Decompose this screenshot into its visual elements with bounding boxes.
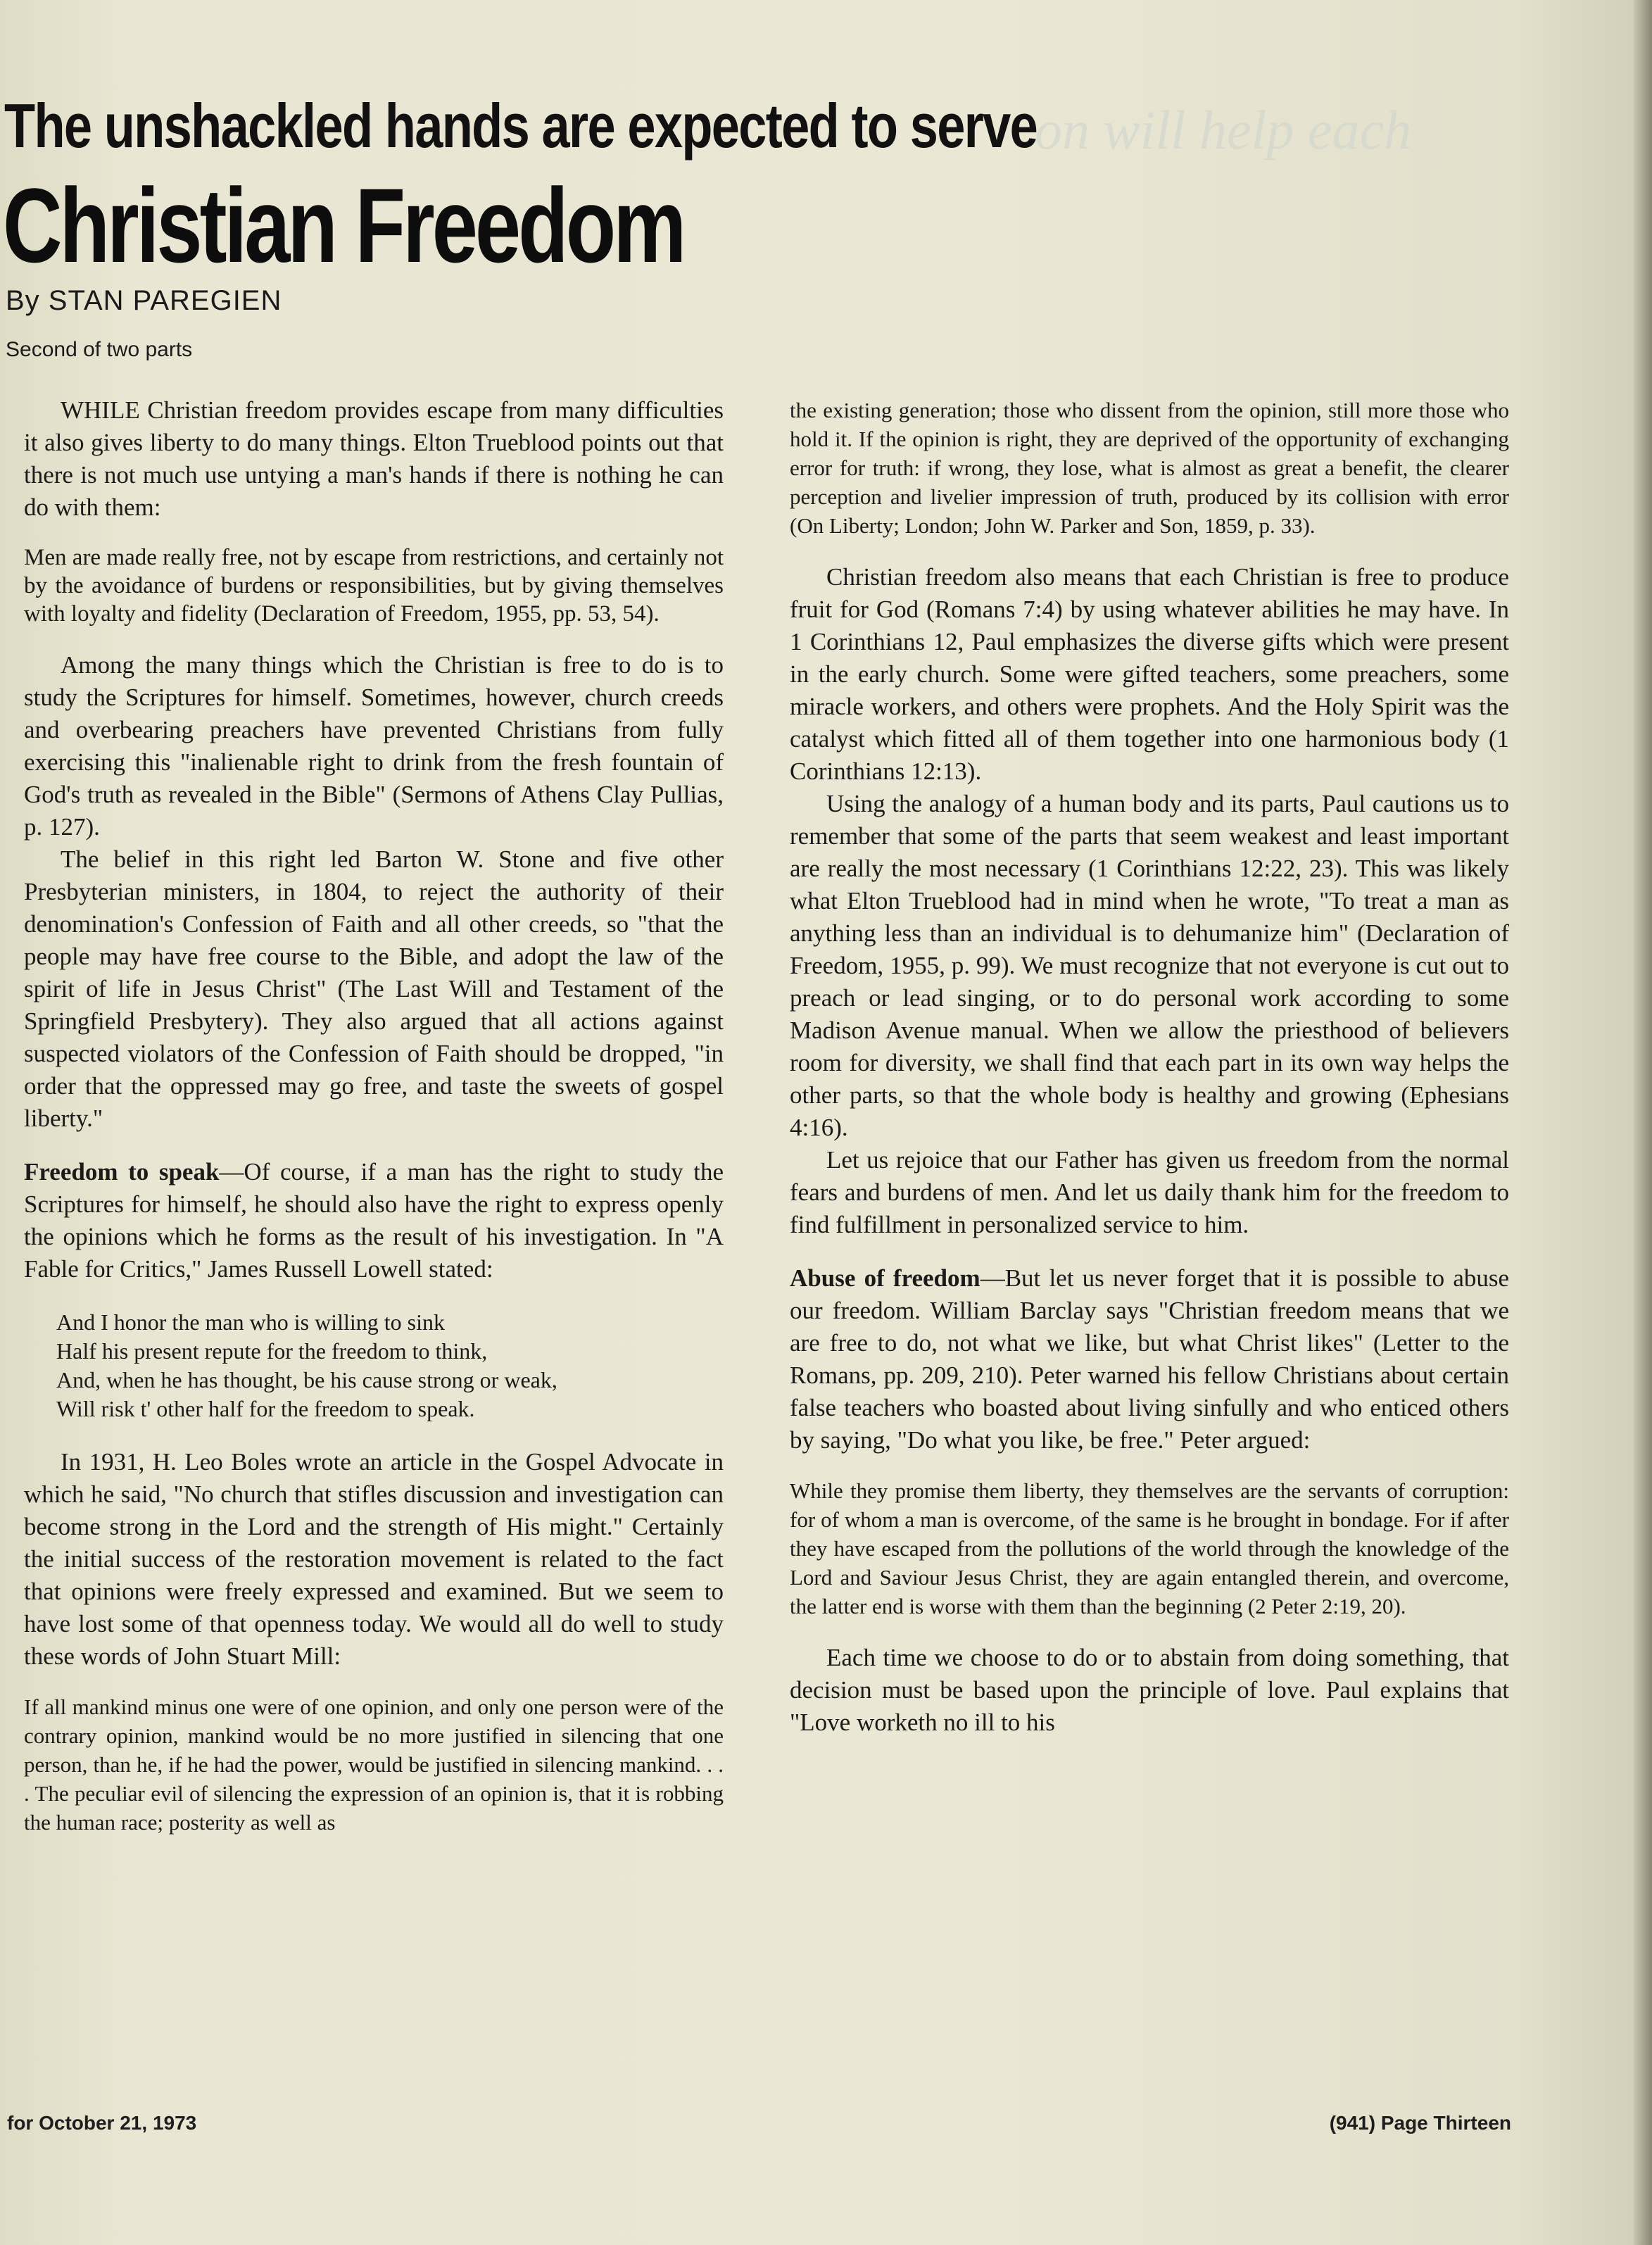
paragraph-with-runhead bbox=[790, 1262, 1509, 1457]
paragraph: Among the many things which the Christian is free to do is to study the Scriptures for himself. Sometimes, however, church creeds and overbearing preachers have prevented Christians from fully exercising this "inalienable right to drink from the fresh fountain of God's truth as revealed in the Bible" (Sermons of Athens Clay Pullias, p. 127). bbox=[24, 651, 724, 841]
block-quote: Men are made really free, not by escape from restrictions, and certainly not by the avoidance of burdens or responsibilities, but by giving themselves with loyalty and fidelity (Declaration of Freedom, 1955, pp. 53, 54). bbox=[24, 545, 724, 627]
page-edge-shadow bbox=[1634, 0, 1652, 2245]
paragraph-with-runhead bbox=[24, 1156, 724, 1285]
poem-line: And, when he has thought, be his cause strong or weak, bbox=[56, 1367, 557, 1392]
issue-date-footer: for October 21, 1973 bbox=[7, 2112, 197, 2134]
paragraph-text: —But let us never forget that it is possible to abuse our freedom. William Barclay says "Christian freedom means that we are free to do, not what we like, but what Christ likes" (Letter to the Romans, pp. 209, 210). Peter warned his fellow Christians about certain false teachers who boasted about living sinfully and who enticed others by saying, "Do what you like, be free." Peter argued: bbox=[790, 1264, 1510, 1454]
poem-line: Half his present repute for the freedom to think, bbox=[56, 1338, 488, 1364]
block-quote: While they promise them liberty, they themselves are the servants of corruption: for of whom a man is overcome, of the same is he brought in bondage. For if after they have escaped from the pollutions of the world through the knowledge of the Lord and Saviour Jesus Christ, they are again entangled therein, and overcome, the latter end is worse with them than the beginning (2 Peter 2:19, 20). bbox=[790, 1478, 1509, 1618]
paragraph: Let us rejoice that our Father has given us freedom from the normal fears and burdens of men. And let us daily thank him for the freedom to find fulfillment in personalized service to him. bbox=[790, 1146, 1509, 1238]
right-column bbox=[790, 396, 1509, 1739]
paragraph: Christian freedom also means that each Christian is free to produce fruit for God (Romans 7:4) by using whatever abilities he may have. In 1 Corinthians 12, Paul emphasizes the diverse gifts which were present in the early church. Some were gifted teachers, some preachers, some miracle workers, and others were prophets. And the Holy Spirit was the catalyst which fitted all of them together into one harmonious body (1 Corinthians 12:13). bbox=[790, 563, 1509, 785]
block-quote: If all mankind minus one were of one opinion, and only one person were of the contrary opinion, mankind would be no more justified in silencing that one person, than he, if he had the power, would be justified in silencing mankind. . . . The peculiar evil of silencing the expression of an opinion is, that it is robbing the human race; posterity as well as bbox=[24, 1694, 724, 1835]
run-in-head: Abuse of freedom bbox=[790, 1264, 981, 1292]
poem-line: Will risk t' other half for the freedom to speak. bbox=[56, 1396, 475, 1421]
series-part-label: Second of two parts bbox=[6, 338, 193, 361]
paragraph: In 1931, H. Leo Boles wrote an article in the Gospel Advocate in which he said, "No church that stifles discussion and investigation can become strong in the Lord and the strength of His might." Certainly the initial success of the restoration movement is related to the fact that opinions were freely expressed and examined. But we seem to have lost some of that openness today. We would all do well to study these words of John Stuart Mill: bbox=[24, 1448, 724, 1670]
paragraph: Using the analogy of a human body and its parts, Paul cautions us to remember that some of the parts that seem weakest and least important are really the most necessary (1 Corinthians 12:22, 23). This was likely what Elton Trueblood had in mind when he wrote, "To treat a man as anything less than an individual is to dehumanize him" (Declaration of Freedom, 1955, p. 99). We must recognize that not everyone is cut out to preach or lead singing, or to do personal work according to some Madison Avenue manual. When we allow the priesthood of believers room for diversity, we shall find that each part in its own way helps the other parts, so that the whole body is healthy and growing (Ephesians 4:16). bbox=[790, 790, 1509, 1141]
left-column bbox=[24, 394, 724, 1858]
poem-quote bbox=[56, 1308, 724, 1423]
paragraph: Each time we choose to do or to abstain from doing something, that decision must be based upon the principle of love. Paul explains that "Love worketh no ill to his bbox=[790, 1644, 1509, 1736]
article-title: Christian Freedom bbox=[3, 166, 684, 284]
paragraph-text: —Of course, if a man has the right to study the Scriptures for himself, he should also have the right to express openly the opinions which he forms as the result of his investigation. In "A Fable for Critics," James Russell Lowell stated: bbox=[24, 1158, 724, 1283]
paragraph: WHILE Christian freedom provides escape from many difficulties it also gives liberty to do many things. Elton Trueblood points out that there is not much use untying a man's hands if there is nothing he can do with them: bbox=[24, 396, 724, 521]
run-in-head: Freedom to speak bbox=[24, 1158, 220, 1186]
poem-line: And I honor the man who is willing to sink bbox=[56, 1309, 445, 1335]
paragraph: The belief in this right led Barton W. Stone and five other Presbyterian ministers, in 1804, to reject the authority of their denomination's Confession of Faith and all other creeds, so "that the people may have free course to the Bible, and adopt the law of the spirit of life in Jesus Christ" (The Last Will and Testament of the Springfield Presbytery). They also argued that all actions against suspected violators of the Confession of Faith should be dropped, "in order that the oppressed may go free, and taste the sweets of gospel liberty." bbox=[24, 845, 724, 1132]
show-through-text: on will help each bbox=[1035, 99, 1412, 161]
block-quote-continued: the existing generation; those who dissent from the opinion, still more those who hold it. If the opinion is right, they are deprived of the opportunity of exchanging error for truth: if wrong, they lose, what is almost as great a benefit, the clearer perception and livelier impression of truth, produced by its collision with error (On Liberty; London; John W. Parker and Son, 1859, p. 33). bbox=[790, 398, 1509, 538]
page-number-footer: (941) Page Thirteen bbox=[1329, 2112, 1511, 2134]
article-kicker: The unshackled hands are expected to serve bbox=[4, 91, 1038, 161]
byline: By STAN PAREGIEN bbox=[6, 285, 282, 316]
